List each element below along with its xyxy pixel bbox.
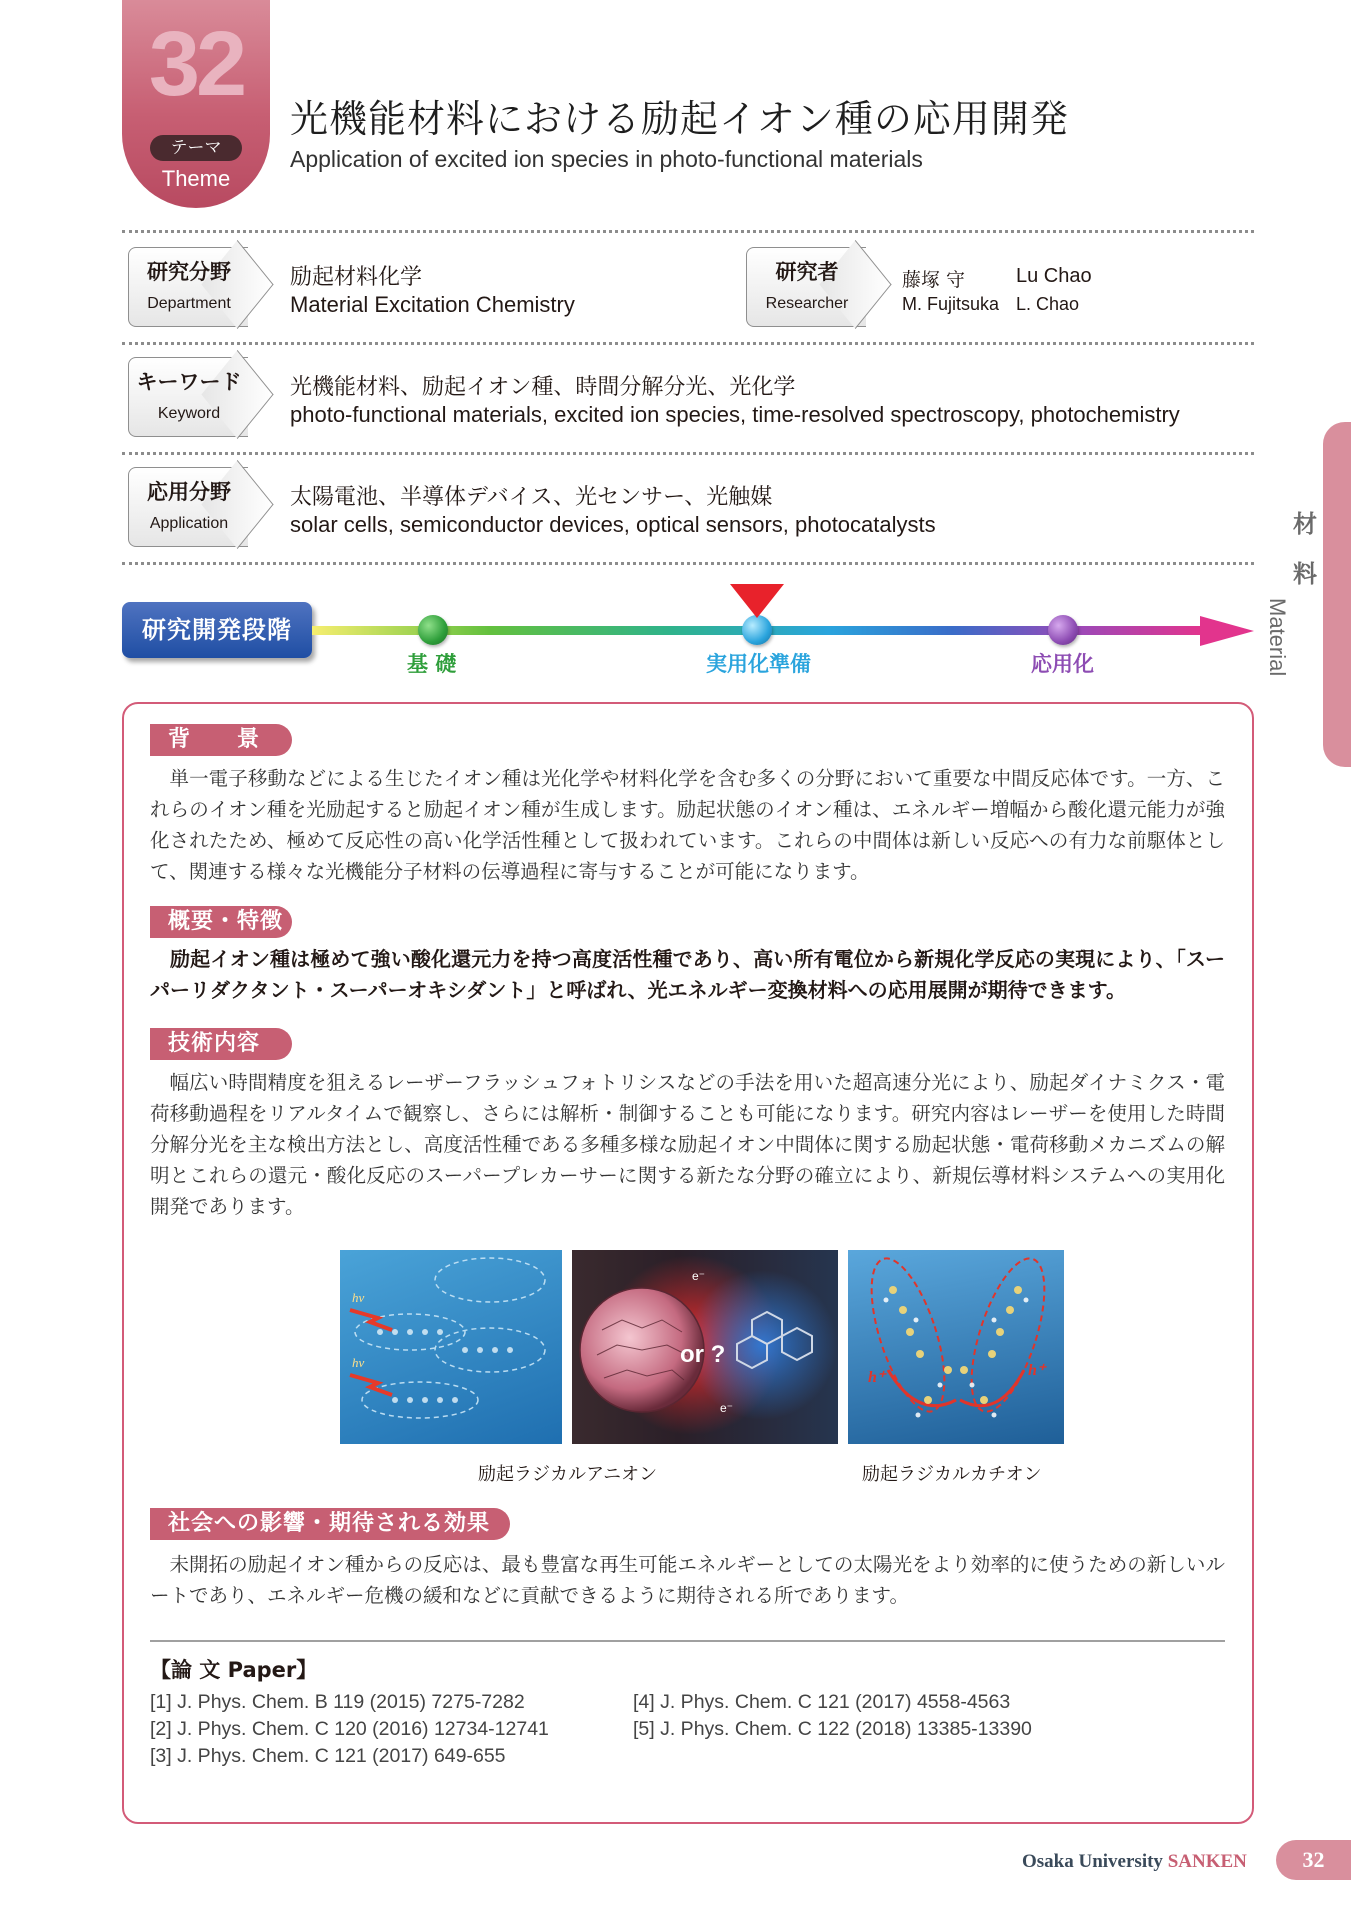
- stage-name-basic: 基 礎: [407, 652, 457, 676]
- section-label-technology: 技術内容: [150, 1028, 292, 1060]
- department-badge-en: Department: [147, 295, 231, 312]
- page-title: 光機能材料における励起イオン種の応用開発: [290, 97, 1069, 141]
- keyword-badge-jp: キーワード: [136, 370, 242, 394]
- stage-dot-basic: [418, 615, 448, 645]
- divider: [122, 562, 1254, 565]
- department-badge: [128, 247, 248, 327]
- divider: [122, 342, 1254, 345]
- page-subtitle: Application of excited ion species in photo-functional materials: [290, 146, 923, 172]
- department-value-jp: 励起材料化学: [290, 265, 423, 290]
- section-label-overview: 概要・特徴: [150, 906, 292, 938]
- department-value-en: Material Excitation Chemistry: [290, 292, 575, 317]
- footer-org-name: Osaka University: [1022, 1851, 1163, 1872]
- footer-org-highlight: SANKEN: [1167, 1851, 1247, 1872]
- figure-cation-panel: [848, 1250, 1064, 1444]
- side-tab-jp-2: 料: [1293, 560, 1317, 588]
- side-category-tab: [1323, 422, 1351, 767]
- page-number: 32: [1276, 1840, 1351, 1880]
- application-badge-en: Application: [149, 515, 229, 532]
- electron-label: e⁻: [720, 1401, 734, 1415]
- hole-label: h⁺: [1028, 1362, 1046, 1379]
- keyword-badge: [128, 357, 248, 437]
- keyword-value-jp: 光機能材料、励起イオン種、時間分解分光、光化学: [290, 375, 796, 400]
- researcher-badge-jp: 研究者: [775, 260, 839, 284]
- reference-item: [3] J. Phys. Chem. C 121 (2017) 649-655: [150, 1745, 506, 1767]
- figure-caption-cation: 励起ラジカルカチオン: [862, 1464, 1042, 1485]
- reference-item: [1] J. Phys. Chem. B 119 (2015) 7275-7282: [150, 1691, 525, 1713]
- stage-arrow-head: [1200, 616, 1254, 646]
- references-title: 【論 文 Paper】: [150, 1658, 318, 1682]
- side-tab-en: Material: [1265, 598, 1290, 677]
- anion-scheme-illustration: [340, 1250, 562, 1444]
- stage-dot-prep: [742, 615, 772, 645]
- stage-name-prep: 実用化準備: [706, 652, 811, 676]
- footer-org: [1022, 1852, 1247, 1871]
- stage-name-applied: 応用化: [1031, 652, 1094, 676]
- figure-caption-anion: 励起ラジカルアニオン: [478, 1464, 658, 1485]
- reference-item: [4] J. Phys. Chem. C 121 (2017) 4558-4563: [633, 1691, 1011, 1713]
- side-tab-jp-1: 材: [1293, 510, 1317, 538]
- section-label-impact: 社会への影響・期待される効果: [150, 1508, 510, 1540]
- department-badge-jp: 研究分野: [147, 260, 231, 284]
- theme-tab: [122, 0, 270, 208]
- researcher-name-jp-2: Lu Chao: [1016, 265, 1092, 287]
- hv-label: hν: [352, 1290, 365, 1305]
- stage-label: 研究開発段階: [122, 602, 312, 658]
- application-value-jp: 太陽電池、半導体デバイス、光センサー、光触媒: [290, 485, 773, 510]
- figure-anion-panel-1: [340, 1250, 562, 1444]
- figure-anion-panel-2: [572, 1250, 838, 1444]
- keyword-badge-en: Keyword: [157, 405, 221, 422]
- section-label-background: 背 景: [150, 724, 292, 756]
- theme-label-jp: テーマ: [150, 135, 242, 161]
- divider: [122, 452, 1254, 455]
- researcher-badge: [746, 247, 866, 327]
- current-stage-marker: [730, 584, 784, 618]
- researcher-name-en-2: L. Chao: [1016, 294, 1080, 314]
- electron-label: e⁻: [692, 1269, 706, 1283]
- fullerene-scheme-illustration: [572, 1250, 838, 1444]
- overview-text: 励起イオン種は極めて強い酸化還元力を持つ高度活性種であり、高い所有電位から新規化学反応の実現により、「スーパーリダクタント・スーパーオキシダント」と呼ばれ、光エネルギー変換材料への応用展開が期待できます。: [150, 947, 1225, 1002]
- theme-label-en: Theme: [161, 166, 231, 191]
- impact-text: 未開拓の励起イオン種からの反応は、最も豊富な再生可能エネルギーとしての太陽光をより効率的に使うための新しいルートであり、エネルギー危機の緩和などに貢献できるように期待される所であります。: [150, 1553, 1225, 1607]
- application-value-en: solar cells, semiconductor devices, optical sensors, photocatalysts: [290, 512, 936, 537]
- hv-label: hν: [352, 1355, 365, 1370]
- researcher-name-jp-1: 藤塚 守: [902, 269, 966, 291]
- researcher-badge-en: Researcher: [765, 295, 849, 312]
- divider: [122, 230, 1254, 233]
- hole-label: h⁺: [868, 1369, 886, 1386]
- application-badge-jp: 応用分野: [147, 480, 231, 504]
- or-label: or ?: [680, 1341, 726, 1368]
- references-divider: [150, 1640, 1225, 1642]
- theme-number: 32: [148, 13, 244, 115]
- cation-scheme-illustration: [848, 1250, 1064, 1444]
- researcher-name-en-1: M. Fujitsuka: [902, 294, 1000, 314]
- reference-item: [5] J. Phys. Chem. C 122 (2018) 13385-13390: [633, 1718, 1032, 1740]
- background-text: 単一電子移動などによる生じたイオン種は光化学や材料化学を含む多くの分野において重要な中間反応体です。一方、これらのイオン種を光励起すると励起イオン種が生成します。励起状態のイオン種は、エネルギー増幅から酸化還元能力が強化されたため、極めて反応性の高い化学活性種として扱われています。これらの中間体は新しい反応への有力な前駆体として、関連する様々な光機能分子材料の伝導過程に寄与することが可能になります。: [150, 767, 1225, 883]
- application-badge: [128, 467, 248, 547]
- reference-item: [2] J. Phys. Chem. C 120 (2016) 12734-12741: [150, 1718, 549, 1740]
- keyword-value-en: photo-functional materials, excited ion species, time-resolved spectroscopy, photochemistry: [290, 402, 1180, 427]
- technology-text: 幅広い時間精度を狙えるレーザーフラッシュフォトリシスなどの手法を用いた超高速分光により、励起ダイナミクス・電荷移動過程をリアルタイムで観察し、さらには解析・制御することも可能になります。研究内容はレーザーを使用した時間分解分光を主な検出方法とし、高度活性種である多種多様な励起イオン中間体に関する励起状態・電荷移動メカニズムの解明とこれらの還元・酸化反応のスーパープレカーサーに関する新たな分野の確立により、新規伝導材料システムへの実用化開発であります。: [150, 1071, 1225, 1218]
- stage-dot-applied: [1048, 615, 1078, 645]
